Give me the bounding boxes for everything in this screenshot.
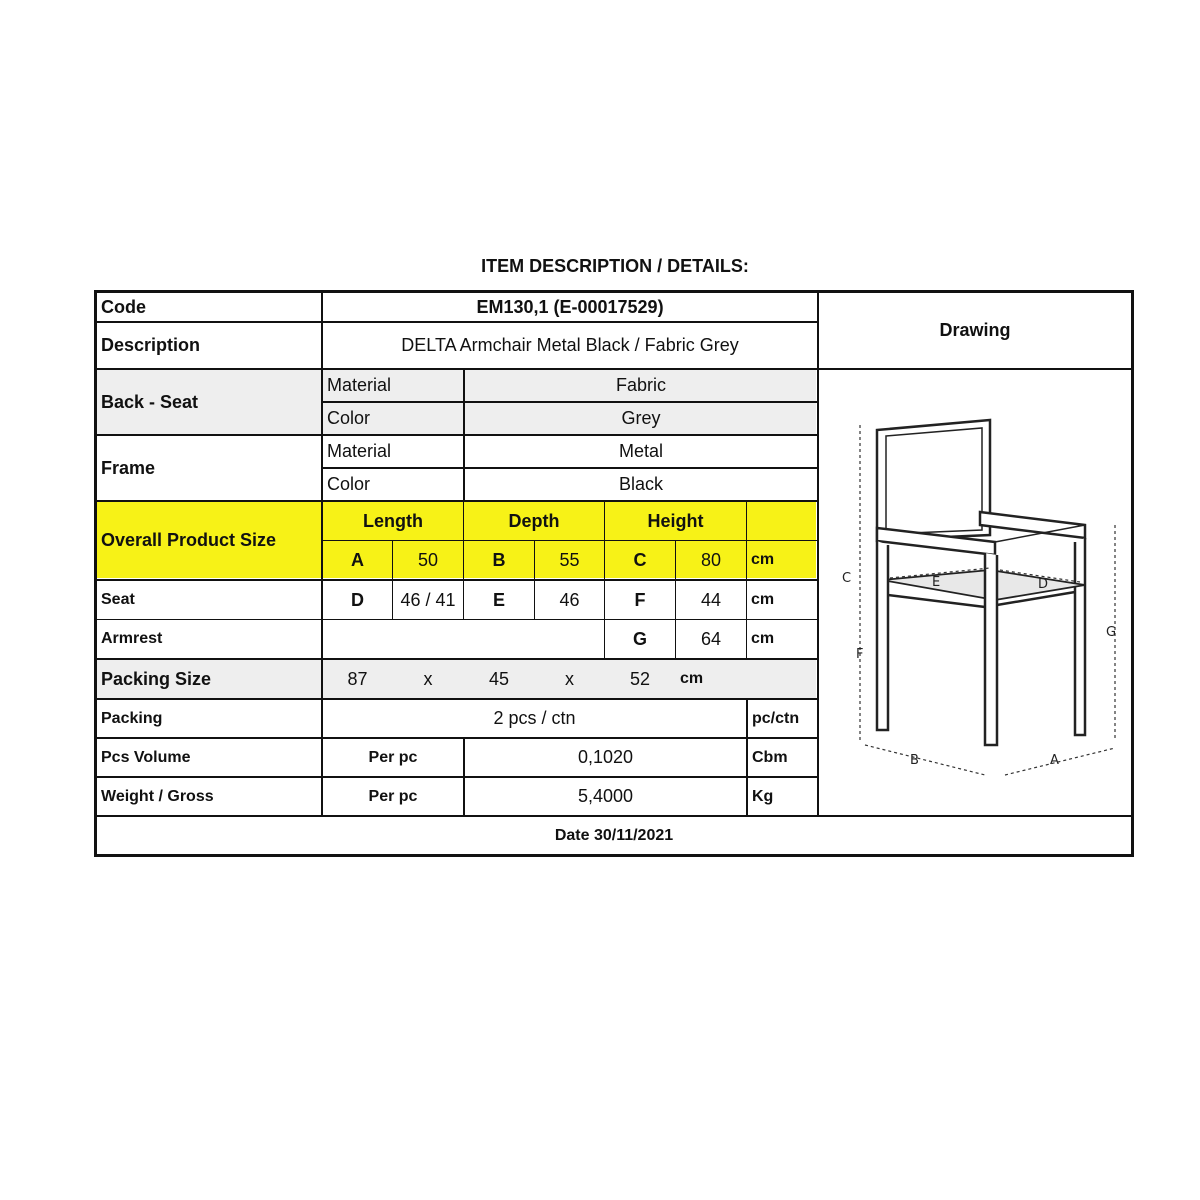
dim-c-letter: C <box>633 549 647 570</box>
description-label: Description <box>101 335 201 355</box>
armrest-unit: cm <box>751 630 775 647</box>
drawing-label: Drawing <box>939 320 1011 340</box>
packing-width: 45 <box>488 668 510 689</box>
back-seat-color: Grey <box>621 408 661 428</box>
dim-d-letter: D <box>351 589 364 610</box>
left-front-leg <box>877 541 888 730</box>
seat-unit: cm <box>751 591 775 608</box>
dim-a-letter: A <box>351 549 364 570</box>
height-header: Height <box>647 510 704 531</box>
dim-c-value: 80 <box>700 549 722 570</box>
length-header: Length <box>363 510 423 531</box>
dim-e-letter: E <box>492 589 505 610</box>
drawing-letter-d: D <box>1038 577 1049 592</box>
dim-a-line <box>1005 748 1115 775</box>
dim-a-value: 50 <box>417 549 439 570</box>
armchair-drawing <box>830 400 1130 790</box>
code-label: Code <box>101 296 146 317</box>
packing-length: 87 <box>347 668 368 689</box>
back-seat-color-label: Color <box>327 408 371 428</box>
dim-g-letter: G <box>632 628 647 649</box>
packing-value: 2 pcs / ctn <box>493 708 576 728</box>
code-value: EM130,1 (E-00017529) <box>476 296 664 317</box>
volume-per: Per pc <box>368 748 418 766</box>
back-seat-material-label: Material <box>327 375 392 395</box>
dim-g-value: 64 <box>700 628 722 649</box>
drawing-letter-c: C <box>842 571 852 586</box>
packing-x1: x <box>423 668 433 689</box>
depth-header: Depth <box>508 510 560 531</box>
right-armrest <box>980 512 1085 538</box>
description-value: DELTA Armchair Metal Black / Fabric Grey <box>401 335 739 355</box>
drawing-letter-b: B <box>910 753 919 768</box>
frame-label: Frame <box>101 457 156 478</box>
frame-material-label: Material <box>327 441 392 461</box>
packing-x2: x <box>565 668 574 689</box>
weight-per: Per pc <box>368 787 418 805</box>
packing-size-label: Packing Size <box>101 668 212 689</box>
dim-b-letter: B <box>492 549 506 570</box>
frame-color: Black <box>618 474 663 494</box>
dim-f-letter: F <box>634 589 646 610</box>
weight-label: Weight / Gross <box>101 787 214 805</box>
front-right-leg <box>985 553 997 745</box>
dim-b-line <box>865 745 985 775</box>
dim-d-value: 46 / 41 <box>400 589 456 610</box>
dim-f-value: 44 <box>700 589 722 610</box>
weight-unit: Kg <box>752 787 774 805</box>
date: Date 30/11/2021 <box>554 826 674 844</box>
front-rail <box>888 595 985 607</box>
packing-unit: pc/ctn <box>752 709 800 727</box>
armrest-label: Armrest <box>101 630 163 647</box>
dim-e-value: 46 <box>559 589 580 610</box>
weight-value: 5,4000 <box>577 786 634 806</box>
backrest-inner <box>886 428 982 534</box>
packing-height: 52 <box>629 668 651 689</box>
frame-color-label: Color <box>327 474 371 494</box>
packing-size-unit: cm <box>680 670 704 687</box>
dim-b-value: 55 <box>559 549 580 570</box>
back-seat-material: Fabric <box>615 375 666 395</box>
seat-label: Seat <box>101 591 135 608</box>
drawing-letter-f: F <box>856 647 864 662</box>
packing-label: Packing <box>101 709 163 727</box>
drawing-letter-e: E <box>932 575 941 590</box>
volume-value: 0,1020 <box>577 747 634 767</box>
right-back-leg <box>1075 538 1085 735</box>
back-seat-label: Back - Seat <box>101 391 199 412</box>
overall-size-label: Overall Product Size <box>101 530 277 550</box>
volume-unit: Cbm <box>752 748 788 766</box>
frame-material: Metal <box>618 441 663 461</box>
drawing-letter-g: G <box>1106 625 1117 640</box>
document-title: ITEM DESCRIPTION / DETAILS: <box>481 256 749 276</box>
volume-label: Pcs Volume <box>101 748 191 766</box>
drawing-letter-a: A <box>1050 753 1059 768</box>
overall-unit: cm <box>751 551 775 568</box>
